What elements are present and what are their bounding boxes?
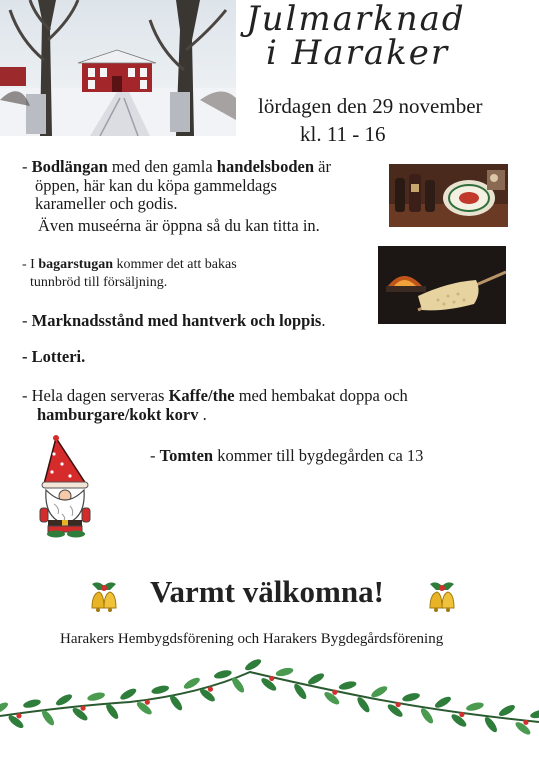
christmas-bell-icon <box>86 578 122 614</box>
title-line-1: Julmarknad <box>246 0 466 39</box>
item-museum-line: Även museérna är öppna så du kan titta in. <box>38 216 320 235</box>
item-kaffe-line-2: hamburgare/kokt korv . <box>37 405 207 424</box>
gnome-illustration <box>34 434 98 538</box>
item-tomten: - Tomten kommer till bygdegården ca 13 <box>150 446 424 465</box>
christmas-bell-icon <box>424 578 460 614</box>
item-bodlangan-line-3: karameller och godis. <box>35 194 178 213</box>
title-line-2: i Haraker <box>266 33 450 73</box>
photo-bread-oven <box>378 246 506 324</box>
event-date: lördagen den 29 november <box>258 94 483 118</box>
welcome-heading: Varmt välkomna! <box>150 574 384 609</box>
item-bagarstugan: - I bagarstugan kommer det att bakas <box>22 257 237 272</box>
item-kaffe: - Hela dagen serveras Kaffe/the med hembakat doppa och <box>22 386 408 405</box>
item-marknadsstand: - Marknadsstånd med hantverk och loppis. <box>22 311 326 330</box>
item-bodlangan: - Bodlängan med den gamla handelsboden är <box>22 157 331 176</box>
photo-candy-shop <box>389 164 508 227</box>
organizer-footer: Harakers Hembygdsförening och Harakers Bygdegårdsförening <box>60 631 444 647</box>
photo-red-house-winter <box>0 0 236 136</box>
item-bagarstugan-line-2: tunnbröd till försäljning. <box>30 275 168 290</box>
event-time: kl. 11 - 16 <box>300 122 386 146</box>
item-lotteri: - Lotteri. <box>22 347 86 366</box>
item-bodlangan-line-2: öppen, här kan du köpa gammeldags <box>35 176 277 195</box>
garland-decoration <box>0 654 539 746</box>
